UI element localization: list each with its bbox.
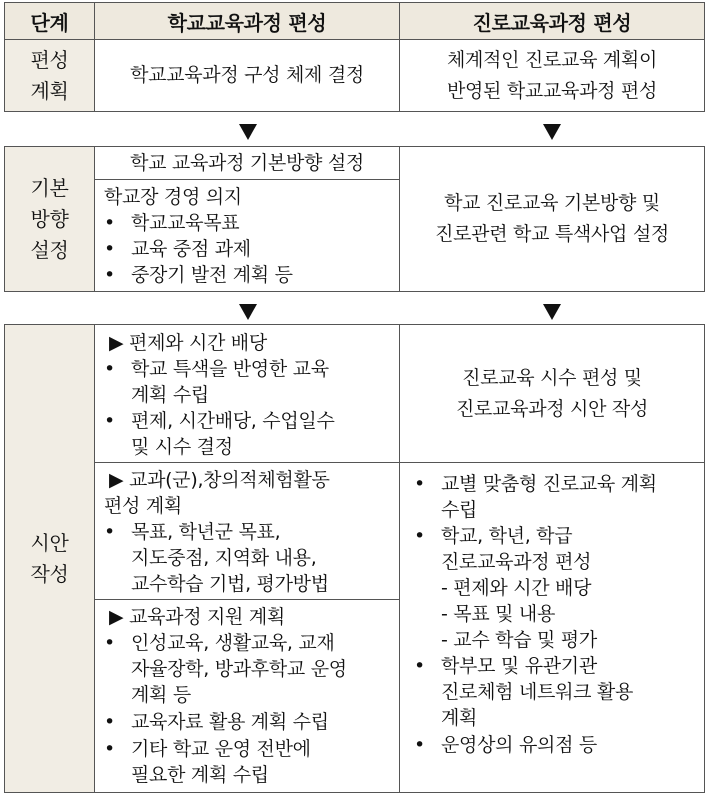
block-title: ▶ 교과(군),창의적체험활동 [109, 469, 330, 491]
stage-plan: 편성 계획 [5, 40, 95, 111]
list-item: • 학교교육목표 [131, 211, 239, 235]
header-career-curriculum: 진로교육과정 편성 [400, 3, 704, 39]
direction-table [4, 146, 705, 292]
career-plan-text: 체계적인 진로교육 계획이 반영된 학교교육과정 편성 [446, 48, 658, 102]
school-plan-text: 학교교육과정 구성 체제 결정 [130, 64, 364, 86]
schedule-block: ▶ 편제와 시간 배당 • 학교 특색을 반영한 교육 계획 수립 • 편제, 시간배당, 수업일수 및 시수 결정 [95, 325, 399, 462]
stage-direction: 기본 방향 설정 [5, 147, 95, 291]
list-item: • 교별 맞춤형 진로교육 계획 [441, 472, 657, 496]
list-item: • 중장기 발전 계획 등 [131, 263, 293, 287]
down-arrow-icon [239, 124, 257, 140]
support-plan-block: ▶ 교육과정 지원 계획 • 인성교육, 생활교육, 교재 자율장학, 방과후학교 운영 계획 등 • 교육자료 활용 계획 수립 • 기타 학교 운영 전반에 필요한 계획 수립 [95, 600, 399, 792]
block-title: ▶ 편제와 시간 배당 [109, 332, 267, 354]
stage-draft: 시안 작성 [5, 325, 95, 792]
career-hours-text: 진로교육 시수 편성 및 진로교육과정 시안 작성 [455, 366, 649, 420]
principal-will-label: 학교장 경영 의지 [104, 186, 242, 208]
down-arrow-icon [543, 304, 561, 320]
list-item: • 교육자료 활용 계획 수립 [131, 710, 329, 734]
plan-table [4, 2, 705, 112]
down-arrow-icon [239, 304, 257, 320]
block-title: ▶ 교육과정 지원 계획 [109, 606, 285, 628]
list-item: • 학교 특색을 반영한 교육 [131, 357, 329, 381]
list-item: • 학부모 및 유관기관 [441, 654, 597, 678]
header-stage: 단계 [5, 3, 95, 39]
school-direction-body [95, 180, 399, 291]
list-item: • 목표, 학년군 목표, [131, 520, 280, 544]
down-arrow-icon [543, 124, 561, 140]
list-item: • 기타 학교 운영 전반에 [131, 737, 311, 761]
career-items-block: • 교별 맞춤형 진로교육 계획 수립 • 학교, 학년, 학급 진로교육과정 편성 - 편제와 시간 배당 - 목표 및 내용 - 교수 학습 및 평가 • 학부모 및 유관기관 진로체험 네트워크 활용 계획 • 운영상의 유의점 등 [400, 463, 704, 792]
header-school-curriculum: 학교교육과정 편성 [95, 3, 399, 39]
list-item: • 운영상의 유의점 등 [441, 733, 597, 757]
career-direction-text: 학교 진로교육 기본방향 및 진로관련 학교 특색사업 설정 [435, 192, 669, 245]
draft-table [4, 324, 705, 793]
list-item: • 학교, 학년, 학급 [441, 524, 572, 548]
list-item: • 인성교육, 생활교육, 교재 [131, 631, 335, 655]
list-item: • 편제, 시간배당, 수업일수 [131, 409, 335, 433]
school-direction-title: 학교 교육과정 기본방향 설정 [130, 151, 364, 174]
subject-plan-block: ▶ 교과(군),창의적체험활동 편성 계획 • 목표, 학년군 목표, 지도중점, 지역화 내용, 교수학습 기법, 평가방법 [95, 463, 399, 599]
list-item: • 교육 중점 과제 [131, 237, 251, 261]
